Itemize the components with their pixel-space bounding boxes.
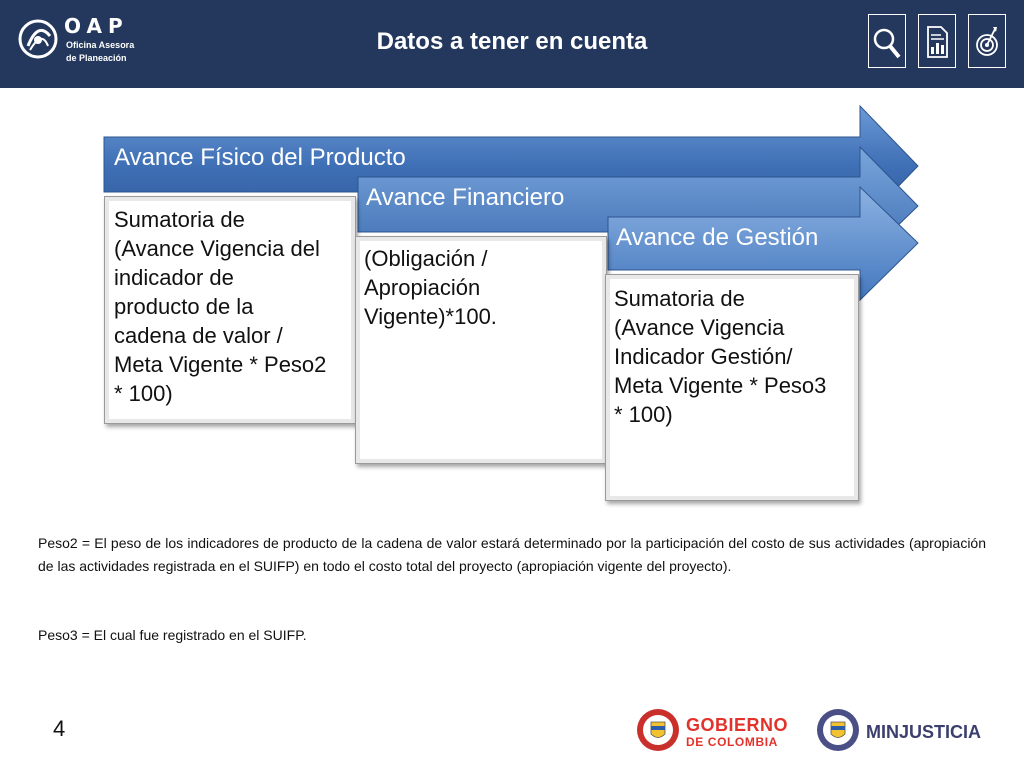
logo-subtitle-2: de Planeación — [66, 53, 127, 63]
page-number: 4 — [53, 716, 66, 741]
page-title: Datos a tener en cuenta — [376, 28, 648, 55]
gov-colombia-line1: GOBIERNO — [686, 715, 789, 735]
formula-line: Meta Vigente * Peso3 — [614, 373, 827, 398]
formula-line: (Avance Vigencia del — [114, 236, 320, 261]
formula-line: Indicador Gestión/ — [614, 344, 793, 369]
formula-line: cadena de valor / — [114, 323, 283, 348]
formula-line: * 100) — [614, 402, 673, 427]
label-avance-gestion: Avance de Gestión — [616, 224, 819, 251]
text-avance-financiero — [364, 244, 600, 331]
formula-line: Sumatoria de — [114, 207, 245, 232]
note-peso2: Peso2 = El peso de los indicadores de producto de la cadena de valor estará determinado por la participación del costo de sus actividades (apropiación de las actividades registrada en el SUIFP) en todo el costo total del proyecto (apropiación vigente del proyecto). — [38, 535, 986, 574]
formula-line: Vigente)*100. — [364, 304, 497, 329]
formula-line: * 100) — [114, 381, 173, 406]
formula-line: Apropiación — [364, 275, 481, 300]
formula-line: (Obligación / — [364, 246, 488, 271]
text-avance-gestion — [614, 284, 858, 429]
note-peso3: Peso3 = El cual fue registrado en el SUIFP. — [38, 627, 307, 643]
minjusticia-seal-icon — [816, 708, 860, 752]
label-avance-financiero: Avance Financiero — [366, 184, 565, 211]
logo-subtitle-1: Oficina Asesora — [66, 40, 135, 50]
formula-line: (Avance Vigencia — [614, 315, 785, 340]
formula-line: Meta Vigente * Peso2 — [114, 352, 327, 377]
formula-line: producto de la — [114, 294, 254, 319]
minjusticia-wordmark: MINJUSTICIA — [866, 722, 982, 742]
formula-line: indicador de — [114, 265, 234, 290]
logo-wordmark: OAP — [64, 14, 129, 38]
gov-colombia-line2: DE COLOMBIA — [686, 735, 778, 749]
label-avance-fisico: Avance Físico del Producto — [114, 144, 406, 171]
formula-line: Sumatoria de — [614, 286, 745, 311]
colombia-seal-icon — [636, 708, 680, 752]
text-avance-fisico — [114, 205, 354, 408]
